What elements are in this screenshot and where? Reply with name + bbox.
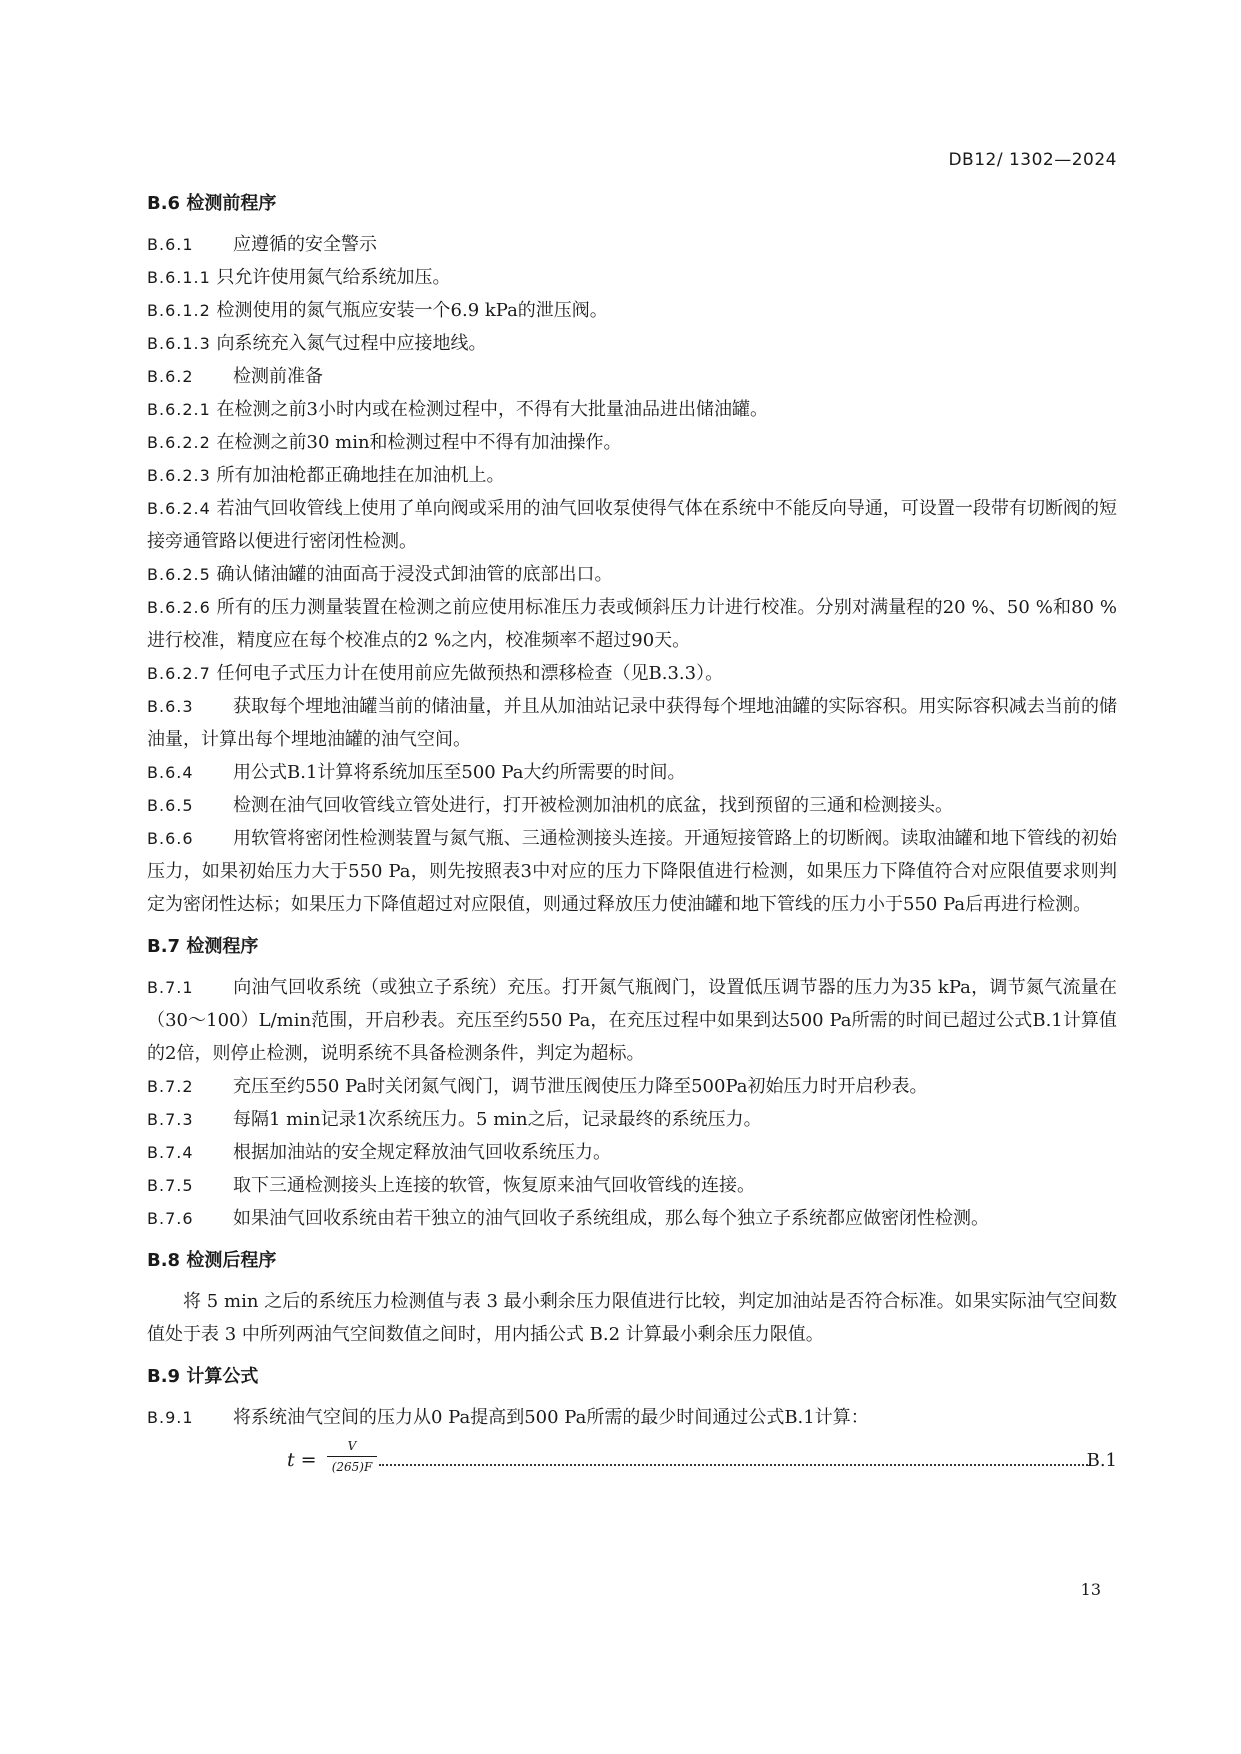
section-title-b6: B.6 检测前程序 [147, 193, 277, 214]
clause-number: B.6.2.1 [147, 400, 211, 419]
section-title-b8: B.8 检测后程序 [147, 1250, 277, 1271]
clause-item [147, 657, 1117, 690]
clause-item [147, 822, 1117, 921]
clause-number: B.7.1 [147, 978, 194, 997]
clause-text: 在检测之前3小时内或在检测过程中，不得有大批量油品进出储油罐。 [216, 399, 768, 420]
clause-text: 向油气回收系统（或独立子系统）充压。打开氮气瓶阀门，设置低压调节器的压力为35 kPa，调节氮气流量在（30～100）L/min范围，开启秒表。充压至约550 Pa，在充压过程中如果到达500 Pa所需的时间已超过公式B.1计算值的2倍，则停止检测，说明系统不具备检测条件，判定为超标。 [147, 977, 1117, 1064]
clause-item [147, 459, 1117, 492]
clause-number: B.6.2.5 [147, 565, 211, 584]
clause-number: B.6.2.4 [147, 499, 211, 518]
clause-text: 在检测之前30 min和检测过程中不得有加油操作。 [216, 432, 622, 453]
clause-number: B.6.2.6 [147, 598, 211, 617]
clause-item [147, 789, 1117, 822]
clause-item [147, 1169, 1117, 1202]
clause-number: B.9.1 [147, 1408, 194, 1427]
formula-denominator: (265)F [331, 1460, 373, 1474]
clause-item [147, 261, 1117, 294]
clause-number: B.6.1.3 [147, 334, 211, 353]
clause-text: 任何电子式压力计在使用前应先做预热和漂移检查（见B.3.3）。 [216, 663, 724, 684]
clause-text: 取下三通检测接头上连接的软管，恢复原来油气回收管线的连接。 [233, 1175, 755, 1196]
clause-number: B.7.4 [147, 1143, 194, 1162]
document-code: DB12/ 1302—2024 [948, 150, 1117, 170]
section-b6-items [147, 228, 1117, 921]
clause-item [147, 591, 1117, 657]
clause-number: B.7.6 [147, 1209, 194, 1228]
clause-text: 确认储油罐的油面高于浸没式卸油管的底部出口。 [216, 564, 613, 585]
formula-label: B.1 [1086, 1450, 1117, 1471]
formula-b1 [147, 1439, 1117, 1486]
clause-number: B.6.1 [147, 235, 194, 254]
clause-text: 充压至约550 Pa时关闭氮气阀门，调节泄压阀使压力降至500Pa初始压力时开启秒表。 [233, 1076, 928, 1097]
clause-number: B.6.1.1 [147, 268, 211, 287]
formula-numerator: V [347, 1439, 357, 1453]
fraction-bar [327, 1456, 377, 1457]
page-number: 13 [1080, 1580, 1101, 1599]
clause-text: 用公式B.1计算将系统加压至500 Pa大约所需要的时间。 [233, 762, 686, 783]
clause-item [147, 294, 1117, 327]
clause-item [147, 1401, 1117, 1434]
clause-text: 用软管将密闭性检测装置与氮气瓶、三通检测接头连接。开通短接管路上的切断阀。读取油罐和地下管线的初始压力，如果初始压力大于550 Pa，则先按照表3中对应的压力下降限值进行检测，如果压力下降值符合对应限值要求则判定为密闭性达标；如果压力下降值超过对应限值，则通过释放压力使油罐和地下管线的压力小于550 Pa后再进行检测。 [147, 828, 1117, 915]
clause-item [147, 228, 1117, 261]
formula-lhs: t = [287, 1449, 317, 1471]
clause-number: B.7.2 [147, 1077, 194, 1096]
clause-text: 应遵循的安全警示 [233, 234, 377, 255]
formula-fraction [327, 1438, 377, 1475]
clause-item [147, 756, 1117, 789]
clause-item [147, 1103, 1117, 1136]
clause-text: 检测使用的氮气瓶应安装一个6.9 kPa的泄压阀。 [216, 300, 608, 321]
clause-item [147, 971, 1117, 1070]
clause-item [147, 360, 1117, 393]
clause-text: 向系统充入氮气过程中应接地线。 [216, 333, 487, 354]
clause-number: B.6.2.2 [147, 433, 211, 452]
clause-text: 每隔1 min记录1次系统压力。5 min之后，记录最终的系统压力。 [233, 1109, 762, 1130]
clause-item [147, 327, 1117, 360]
section-b7-items [147, 971, 1117, 1235]
section-b8-paragraph: 将 5 min 之后的系统压力检测值与表 3 最小剩余压力限值进行比较，判定加油站是否符合标准。如果实际油气空间数值处于表 3 中所列两油气空间数值之间时，用内插公式 B.2 计算最小剩余压力限值。 [147, 1291, 1117, 1345]
clause-item [147, 1070, 1117, 1103]
clause-text: 根据加油站的安全规定释放油气回收系统压力。 [233, 1142, 611, 1163]
clause-number: B.7.3 [147, 1110, 194, 1129]
clause-item [147, 1202, 1117, 1235]
clause-item [147, 492, 1117, 558]
section-title-b7: B.7 检测程序 [147, 936, 259, 957]
clause-text: 所有加油枪都正确地挂在加油机上。 [216, 465, 505, 486]
clause-number: B.6.3 [147, 697, 194, 716]
clause-number: B.6.6 [147, 829, 194, 848]
clause-number: B.6.2 [147, 367, 194, 386]
clause-text: 若油气回收管线上使用了单向阀或采用的油气回收泵使得气体在系统中不能反向导通，可设置一段带有切断阀的短接旁通管路以便进行密闭性检测。 [147, 498, 1117, 552]
clause-text: 只允许使用氮气给系统加压。 [216, 267, 451, 288]
clause-item [147, 690, 1117, 756]
clause-item [147, 393, 1117, 426]
clause-number: B.6.1.2 [147, 301, 211, 320]
clause-item [147, 1136, 1117, 1169]
clause-text: 如果油气回收系统由若干独立的油气回收子系统组成，那么每个独立子系统都应做密闭性检测。 [233, 1208, 989, 1229]
formula-dot-leader [379, 1464, 1091, 1466]
clause-number: B.7.5 [147, 1176, 194, 1195]
clause-item [147, 426, 1117, 459]
clause-text: 检测在油气回收管线立管处进行，打开被检测加油机的底盆，找到预留的三通和检测接头。 [233, 795, 953, 816]
clause-item [147, 558, 1117, 591]
document-body [147, 190, 1117, 1486]
clause-text: 检测前准备 [233, 366, 323, 387]
section-title-b9: B.9 计算公式 [147, 1366, 259, 1387]
clause-number: B.6.4 [147, 763, 194, 782]
clause-text: 获取每个埋地油罐当前的储油量，并且从加油站记录中获得每个埋地油罐的实际容积。用实际容积减去当前的储油量，计算出每个埋地油罐的油气空间。 [147, 696, 1117, 750]
clause-text: 所有的压力测量装置在检测之前应使用标准压力表或倾斜压力计进行校准。分别对满量程的20 %、50 %和80 %进行校准，精度应在每个校准点的2 %之内，校准频率不超过90天。 [147, 597, 1117, 651]
clause-text: 将系统油气空间的压力从0 Pa提高到500 Pa所需的最少时间通过公式B.1计算： [233, 1407, 869, 1428]
clause-number: B.6.2.7 [147, 664, 211, 683]
section-b9-items [147, 1401, 1117, 1434]
clause-number: B.6.2.3 [147, 466, 211, 485]
clause-number: B.6.5 [147, 796, 194, 815]
